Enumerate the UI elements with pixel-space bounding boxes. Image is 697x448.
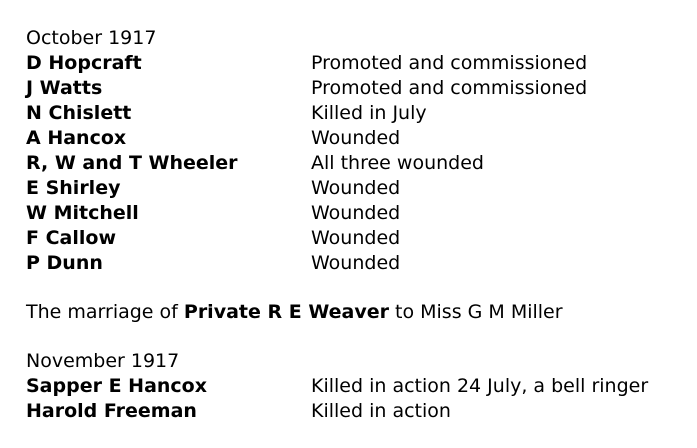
list-item: [26, 151, 686, 176]
marriage-suffix: to Miss G M Miller: [388, 301, 563, 323]
list-item: [26, 399, 686, 424]
entry-name: Sapper E Hancox: [26, 375, 207, 397]
entry-name: Harold Freeman: [26, 400, 197, 422]
list-item: [26, 251, 686, 276]
list-item: [26, 101, 686, 126]
entry-detail: Wounded: [311, 202, 401, 224]
marriage-name: Private R E Weaver: [183, 301, 389, 323]
list-item: [26, 176, 686, 201]
entry-detail: Wounded: [311, 227, 401, 249]
list-item: [26, 126, 686, 151]
entry-name: W Mitchell: [26, 202, 139, 224]
entry-detail: Wounded: [311, 177, 401, 199]
entry-name: P Dunn: [26, 252, 103, 274]
list-item: [26, 374, 686, 399]
entry-name: R, W and T Wheeler: [26, 152, 238, 174]
entry-name: E Shirley: [26, 177, 121, 199]
entry-detail: Promoted and commissioned: [311, 77, 588, 99]
entry-name: F Callow: [26, 227, 116, 249]
entry-detail: Killed in action 24 July, a bell ringer: [311, 375, 649, 397]
entry-name: J Watts: [26, 77, 103, 99]
entry-name: N Chislett: [26, 102, 132, 124]
entry-detail: Killed in action: [311, 400, 451, 422]
list-item: [26, 201, 686, 226]
list-item: [26, 226, 686, 251]
marriage-prefix: The marriage of: [26, 301, 184, 323]
october-heading: October 1917: [26, 27, 157, 49]
section-gap: [26, 325, 686, 349]
list-item: [26, 76, 686, 101]
marriage-notice: [26, 300, 686, 325]
entry-detail: Wounded: [311, 252, 401, 274]
november-heading: November 1917: [26, 350, 180, 372]
entry-detail: All three wounded: [311, 152, 484, 174]
entry-detail: Wounded: [311, 127, 401, 149]
list-item: [26, 51, 686, 76]
entry-detail: Promoted and commissioned: [311, 52, 588, 74]
section-gap: [26, 276, 686, 300]
entry-name: D Hopcraft: [26, 52, 142, 74]
entry-name: A Hancox: [26, 127, 127, 149]
entry-detail: Killed in July: [311, 102, 427, 124]
document-page: [26, 26, 686, 424]
